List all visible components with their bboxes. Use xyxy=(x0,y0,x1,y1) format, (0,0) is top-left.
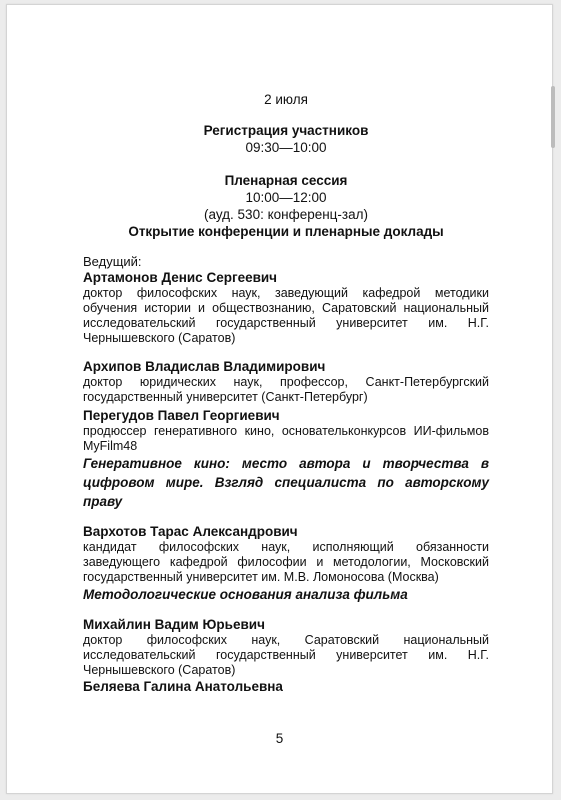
speaker-name: Архипов Владислав Владимирович xyxy=(83,359,326,374)
speaker-entry xyxy=(83,678,489,695)
talk-title: Методологические основания анализа фильма xyxy=(83,587,408,602)
moderator-label: Ведущий: xyxy=(83,254,142,269)
scrollbar-thumb[interactable] xyxy=(551,86,555,148)
speaker-affiliation: доктор философских наук, заведующий кафедрой методики обучения истории и обществознанию, Саратовский национальный исследовательский государственный университет им. Н.Г. Чернышевского (Саратов) xyxy=(83,286,489,345)
registration-time: 09:30—10:00 xyxy=(245,140,327,155)
speaker-name: Перегудов Павел Георгиевич xyxy=(83,408,280,423)
plenary-room: (ауд. 530: конференц-зал) xyxy=(204,207,368,222)
speaker-name: Вархотов Тарас Александрович xyxy=(83,524,298,539)
speaker-entry xyxy=(83,616,489,678)
speaker-name: Беляева Галина Анатольевна xyxy=(83,679,283,694)
speaker-name: Михайлин Вадим Юрьевич xyxy=(83,617,265,632)
speaker-affiliation: доктор философских наук, Саратовский национальный исследовательский государственный университет им. Н.Г. Чернышевского (Саратов) xyxy=(83,633,489,677)
plenary-time: 10:00—12:00 xyxy=(245,190,327,205)
page-content xyxy=(83,91,489,695)
page-number: 5 xyxy=(275,731,284,746)
speaker-affiliation: кандидат философских наук, исполняющий обязанности заведующего кафедрой философии и методологии, Московский государственный университет им. М.В. Ломоносова (Москва) xyxy=(83,540,489,584)
registration-title: Регистрация участников xyxy=(203,123,369,138)
speaker-name: Артамонов Денис Сергеевич xyxy=(83,270,278,285)
talk-title: Генеративное кино: место автора и творчества в цифровом мире. Взгляд специалиста по авторскому праву xyxy=(83,456,489,509)
speaker-affiliation: доктор юридических наук, профессор, Санкт-Петербургский государственный университет (Санкт-Петербург) xyxy=(83,375,489,404)
speaker-entry xyxy=(83,358,489,405)
plenary-subtitle: Открытие конференции и пленарные доклады xyxy=(128,224,444,239)
document-page xyxy=(6,4,553,794)
speaker-entry xyxy=(83,407,489,511)
program-date: 2 июля xyxy=(264,92,308,107)
speaker-affiliation: продюссер генеративного кино, основательконкурсов ИИ-фильмов MyFilm48 xyxy=(83,424,489,453)
plenary-title: Пленарная сессия xyxy=(224,173,348,188)
speaker-entry xyxy=(83,269,489,346)
speaker-entry xyxy=(83,523,489,604)
